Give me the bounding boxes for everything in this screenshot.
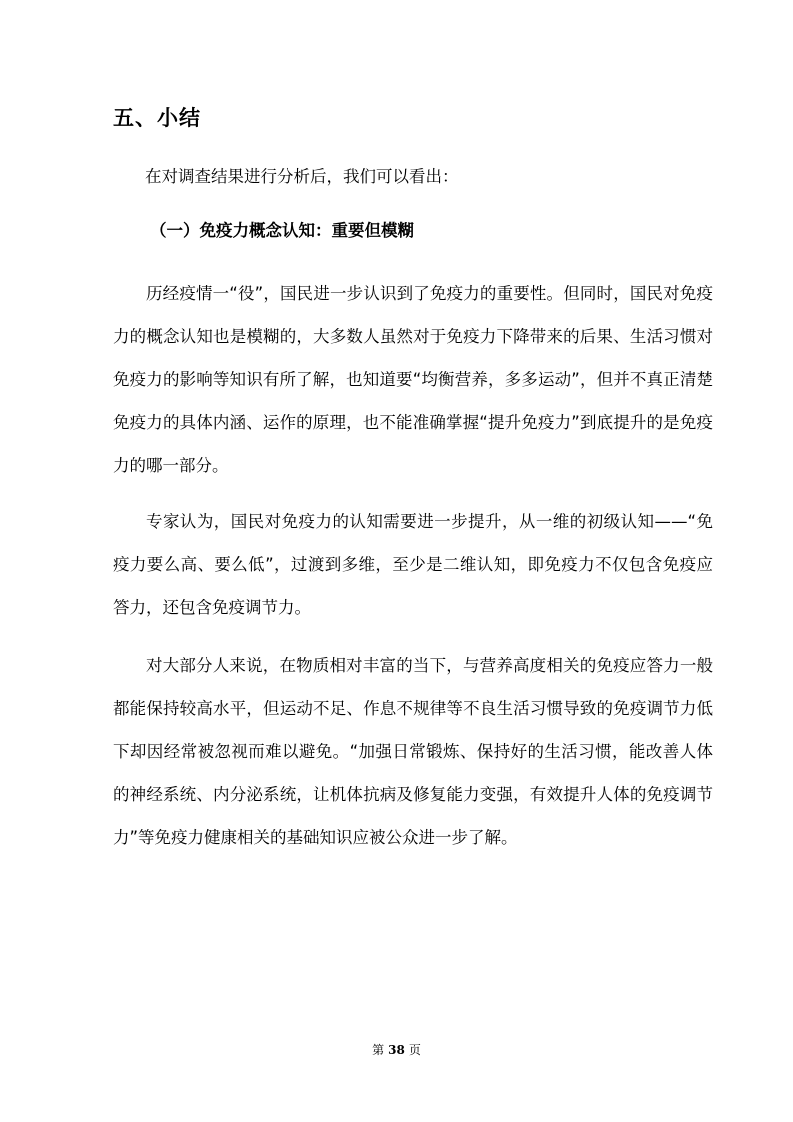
paragraph-2: 专家认为，国民对免疫力的认知需要进一步提升，从一维的初级认知——“免疫力要么高、要么低”，过渡到多维，至少是二维认知，即免疫力不仅包含免疫应答力，还包含免疫调节力。 (113, 512, 713, 617)
intro-text: 在对调查结果进行分析后，我们可以看出： (145, 167, 459, 186)
footer-suffix: 页 (408, 1043, 421, 1057)
paragraph-3: 对大部分人来说，在物质相对丰富的当下，与营养高度相关的免疫应答力一般都能保持较高水平，但运动不足、作息不规律等不良生活习惯导致的免疫调节力低下却因经常被忽视而难以避免。“加强日常锻炼、保持好的生活习惯，能改善人体的神经系统、内分泌系统，让机体抗病及修复能力变强，有效提升人体的免疫调节力”等免疫力健康相关的基础知识应被公众进一步了解。 (113, 656, 713, 847)
page-footer (0, 1041, 793, 1059)
paragraph-1: 历经疫情一“役”，国民进一步认识到了免疫力的重要性。但同时，国民对免疫力的概念认知也是模糊的，大多数人虽然对于免疫力下降带来的后果、生活习惯对免疫力的影响等知识有所了解，也知道要“均衡营养，多多运动”，但并不真正清楚免疫力的具体内涵、运作的原理，也不能准确掌握“提升免疫力”到底提升的是免疫力的哪一部分。 (113, 284, 713, 475)
section-title: 五、小结 (113, 106, 201, 130)
page-number: 38 (388, 1043, 405, 1057)
subheading: （一）免疫力概念认知：重要但模糊 (150, 221, 414, 240)
footer-prefix: 第 (372, 1043, 385, 1057)
